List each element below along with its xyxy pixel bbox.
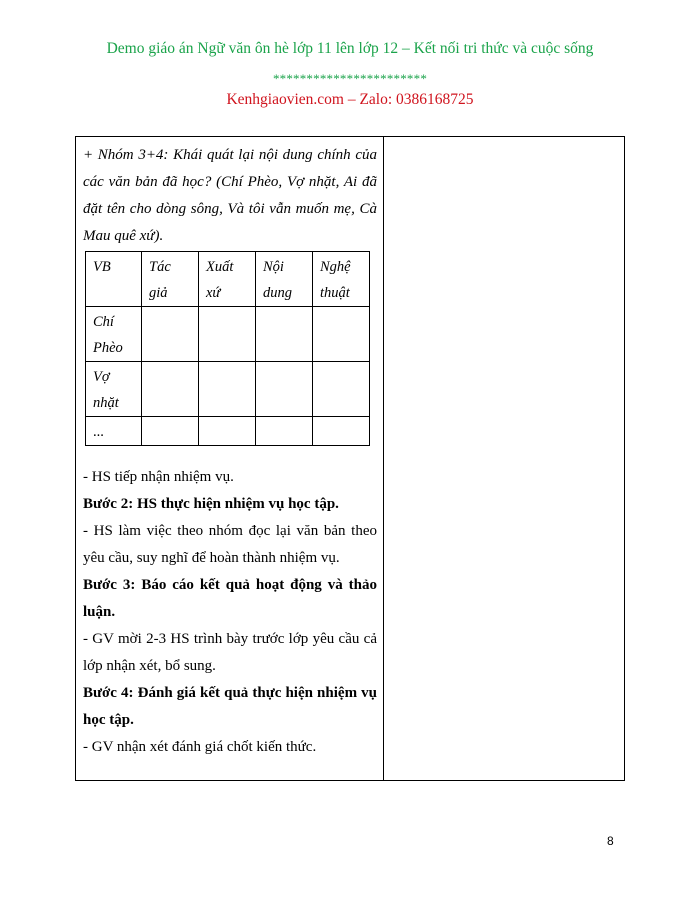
table-cell (142, 362, 199, 417)
table-header-cell: Nội dung (256, 252, 313, 307)
header-title: Demo giáo án Ngữ văn ôn hè lớp 11 lên lớp 12 – Kết nối tri thức và cuộc sống (106, 40, 594, 57)
table-header-row (86, 252, 370, 307)
table-row (86, 362, 370, 417)
lesson-table (75, 136, 625, 781)
table-cell (142, 307, 199, 362)
table-cell (199, 417, 256, 446)
table-cell (256, 362, 313, 417)
task-intro: + Nhóm 3+4: Khái quát lại nội dung chính của các văn bản đã học? (Chí Phèo, Vợ nhặt, Ai đã đặt tên cho dòng sông, Và tôi vẫn muốn mẹ, Cà Mau quê xứ). (83, 147, 377, 244)
table-cell (199, 307, 256, 362)
column-divider (383, 137, 384, 780)
summary-table (85, 251, 370, 446)
task-acknowledged: - HS tiếp nhận nhiệm vụ. (83, 469, 234, 485)
table-cell: Vợ nhặt (86, 362, 142, 417)
table-header-cell: Xuất xứ (199, 252, 256, 307)
step3-heading: Bước 3: Báo cáo kết quả hoạt động và thảo luận. (83, 577, 377, 620)
table-cell (256, 307, 313, 362)
table-cell (256, 417, 313, 446)
step4-heading: Bước 4: Đánh giá kết quả thực hiện nhiệm vụ học tập. (83, 685, 377, 728)
header-stars: *********************** (272, 71, 428, 86)
page-number: 8 (607, 834, 614, 848)
step4-text: - GV nhận xét đánh giá chốt kiến thức. (83, 739, 317, 755)
table-cell (313, 417, 370, 446)
table-header-cell: Tác giả (142, 252, 199, 307)
table-cell (142, 417, 199, 446)
step2-heading: Bước 2: HS thực hiện nhiệm vụ học tập. (83, 496, 339, 512)
table-row (86, 417, 370, 446)
table-row (86, 307, 370, 362)
table-cell: ... (86, 417, 142, 446)
table-header-cell: Nghệ thuật (313, 252, 370, 307)
left-column (83, 142, 377, 761)
step3-text: - GV mời 2-3 HS trình bày trước lớp yêu cầu cả lớp nhận xét, bổ sung. (83, 631, 377, 674)
table-cell (313, 307, 370, 362)
table-cell (313, 362, 370, 417)
table-header-cell: VB (86, 252, 142, 307)
step2-text: - HS làm việc theo nhóm đọc lại văn bản theo yêu cầu, suy nghĩ để hoàn thành nhiệm vụ. (83, 523, 377, 566)
table-cell: Chí Phèo (86, 307, 142, 362)
header-contact: Kenhgiaovien.com – Zalo: 0386168725 (226, 91, 474, 108)
table-cell (199, 362, 256, 417)
